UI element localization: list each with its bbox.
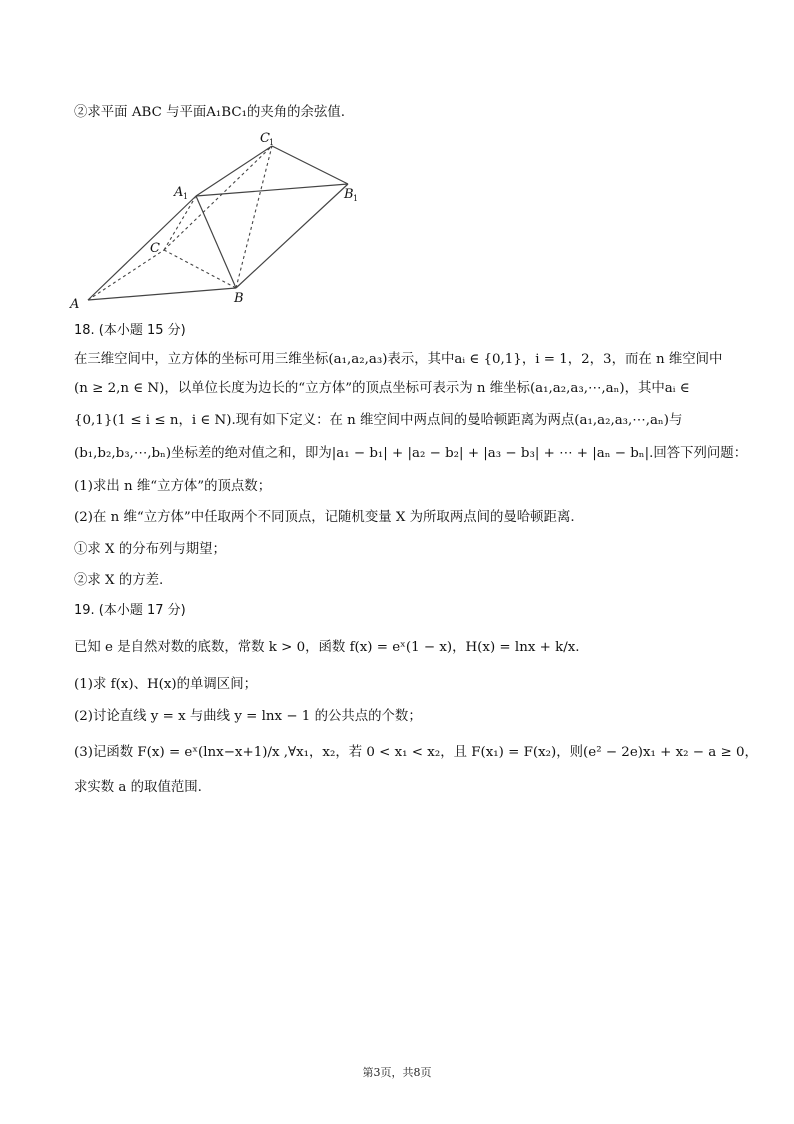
label-A1-sub: 1	[183, 192, 189, 201]
edge-A1C1	[196, 146, 272, 196]
page-footer: 第3页，共8页	[362, 1066, 432, 1079]
edge-AC	[88, 250, 164, 300]
q18-part-1: (1)求出 n 维“立方体”的顶点数；	[74, 479, 272, 494]
q18-text-3: {0,1}(1 ≤ i ≤ n，i ∈ N).现有如下定义：在 n 维空间中两点间的曼哈顿距离为两点(a₁,a₂,a₃,⋯,aₙ)与	[74, 413, 683, 428]
prism-figure	[64, 128, 364, 312]
q18-part-2b: ②求 X 的方差.	[74, 573, 164, 588]
label-C: C	[150, 241, 160, 256]
label-A: A	[70, 297, 80, 312]
q19-part-2: (2)讨论直线 y = x 与曲线 y = lnx − 1 的公共点的个数；	[74, 709, 422, 724]
edge-C1B1	[272, 146, 348, 184]
label-A1: A	[174, 185, 184, 200]
label-C1: C	[260, 131, 270, 146]
q19-part-3: (3)记函数 F(x) = eˣ(lnx−x+1)/x ,∀x₁，x₂，若 0 < x₁ < x₂，且 F(x₁) = F(x₂)，则(e² − 2e)x₁ + x₂ − a ≥ 0，	[74, 745, 758, 760]
edge-BC1	[236, 146, 272, 288]
q18-header: 18. (本小题 15 分)	[74, 323, 186, 338]
q17-subquestion-2: ②求平面 ABC 与平面A₁BC₁的夹角的余弦值.	[74, 105, 345, 120]
label-C1-sub: 1	[269, 138, 275, 147]
q18-text-4: (b₁,b₂,b₃,⋯,bₙ)坐标差的绝对值之和，即为|a₁ − b₁| + |a₂ − b₂| + |a₃ − b₃| + ⋯ + |aₙ − bₙ|.回答下列问题：	[74, 446, 748, 461]
q19-part-3-cont: 求实数 a 的取值范围.	[74, 780, 202, 795]
edge-AB	[88, 288, 236, 300]
q19-header: 19. (本小题 17 分)	[74, 603, 186, 618]
edge-BB1	[236, 184, 348, 288]
label-B1: B	[344, 187, 354, 202]
q18-part-2: (2)在 n 维“立方体”中任取两个不同顶点，记随机变量 X 为所取两点间的曼哈顿距离.	[74, 510, 575, 525]
edge-A1B1	[196, 184, 348, 196]
q18-text-1: 在三维空间中，立方体的坐标可用三维坐标(a₁,a₂,a₃)表示，其中aᵢ ∈ {0,1}，i = 1，2，3，而在 n 维空间中	[74, 352, 723, 367]
q18-part-2a: ①求 X 的分布列与期望；	[74, 542, 226, 557]
q19-part-1: (1)求 f(x)、H(x)的单调区间；	[74, 677, 257, 692]
label-B1-sub: 1	[353, 194, 359, 203]
edge-AA1	[88, 196, 196, 300]
q18-text-2: (n ≥ 2,n ∈ N)，以单位长度为边长的“立方体”的顶点坐标可表示为 n 维坐标(a₁,a₂,a₃,⋯,aₙ)，其中aᵢ ∈	[74, 381, 690, 396]
edge-A1B	[196, 196, 236, 288]
label-B: B	[234, 291, 244, 306]
q19-text-1: 已知 e 是自然对数的底数，常数 k > 0，函数 f(x) = eˣ(1 − x)，H(x) = lnx + k/x.	[74, 640, 580, 655]
edge-CB	[164, 250, 236, 288]
